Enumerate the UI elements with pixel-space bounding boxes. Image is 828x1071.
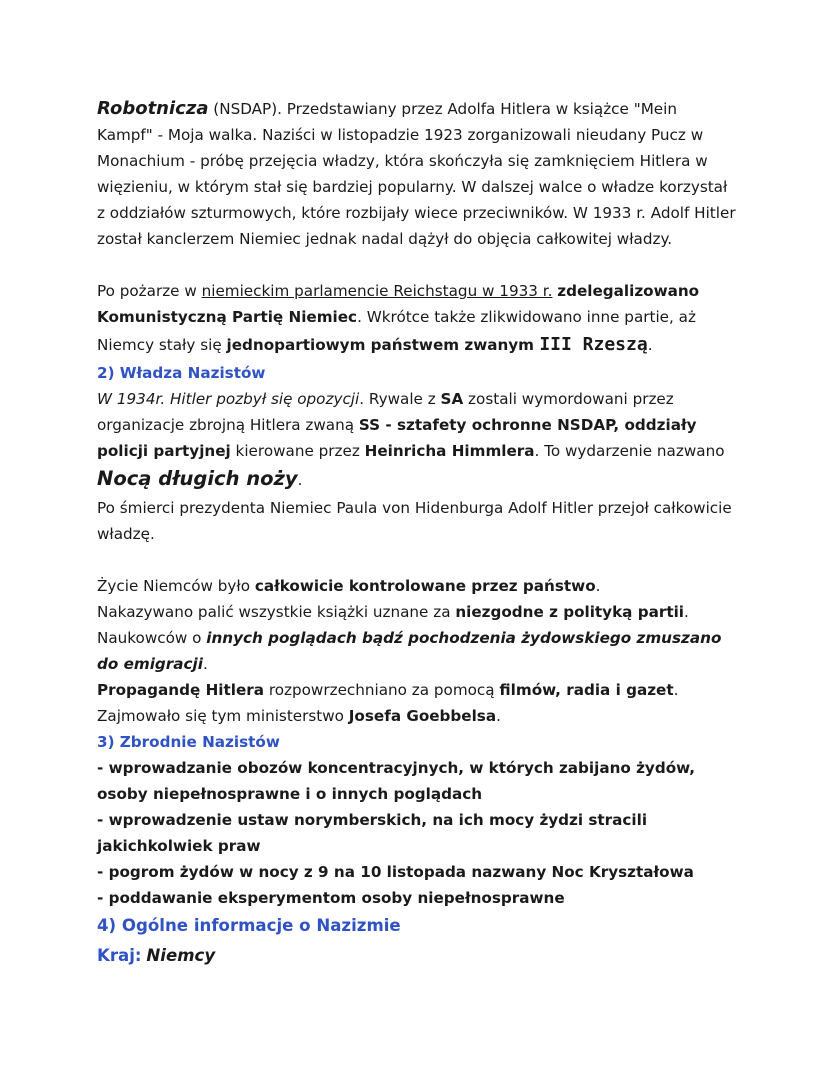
paragraph-ksiazki: Nakazywano palić wszystkie książki uznane za niezgodne z polityką partii. [97,603,689,621]
crime-item: - wprowadzenie ustaw norymberskich, na ich mocy żydzi stracili jakichkolwiek praw [97,811,648,855]
heading-zbrodnie-nazistow: 3) Zbrodnie Nazistów [97,733,280,751]
document-page [97,96,737,971]
country-value: Niemcy [146,946,216,965]
heading-wladza-nazistow: 2) Władza Nazistów [97,364,266,382]
paragraph-nsdap: Robotnicza (NSDAP). Przedstawiany przez Adolfa Hitlera w książce "Mein Kampf" - Moja walka. Naziści w listopadzie 1923 zorganizowali nieudany Pucz w Monachium - próbę przejęcia władzy, która skończyła się zamknięciem Hitlera w więzieniu, w którym stał się bardziej popularny. W dalszej walce o władze korzystał z oddziałów szturmowych, które rozbijały wiece przeciwników. W 1933 r. Adolf Hitler został kanclerzem Niemiec jednak nadal dążył do objęcia całkowitej władzy. [97,98,736,248]
heading-ogolne-informacje: 4) Ogólne informacje o Nazizmie [97,916,401,935]
paragraph-hindenburg: Po śmierci prezydenta Niemiec Paula von Hidenburga Adolf Hitler przejoł całkowicie władzę. [97,499,732,543]
crime-item: - wprowadzanie obozów koncentracyjnych, w których zabijano żydów, osoby niepełnosprawne i o innych poglądach [97,759,695,803]
paragraph-naukowcy: Naukowców o innych poglądach bądź pochodzenia żydowskiego zmuszano do emigracji. [97,629,722,673]
crime-item: - pogrom żydów w nocy z 9 na 10 listopada nazwany Noc Kryształowa [97,863,694,881]
paragraph-opozycja: W 1934r. Hitler pozbył się opozycji. Rywale z SA zostali wymordowani przez organizacje zbrojną Hitlera zwaną SS - sztafety ochronne NSDAP, oddziały policji partyjnej kierowane przez Heinricha Himmlera. To wydarzenie nazwano [97,390,725,460]
paragraph-reichstag: Po pożarze w niemieckim parlamencie Reichstagu w 1933 r. zdelegalizowano Komunistyczną Partię Niemiec. Wkrótce także zlikwidowano inne partie, aż Niemcy stały się jednopartiowym państwem zwanym III Rzeszą. [97,282,700,355]
event-name: Nocą długich noży [97,467,298,490]
crime-item: - poddawanie eksperymentom osoby niepełnosprawne [97,889,565,907]
country-line [97,941,737,971]
paragraph-zycie-niemcow: Życie Niemców było całkowicie kontrolowane przez państwo. [97,577,601,595]
country-label: Kraj: [97,946,142,965]
underlined-text: niemieckim parlamencie Reichstagu w 1933 r. [201,282,553,300]
paragraph-propaganda: Propagandę Hitlera rozpowrzechniano za pomocą filmów, radia i gazet. Zajmowało się tym ministerstwo Josefa Goebbelsa. [97,681,679,725]
bold-term: Robotnicza [97,98,209,119]
paragraph-noc-dlugich-nozy: Nocą długich noży. [97,467,303,490]
